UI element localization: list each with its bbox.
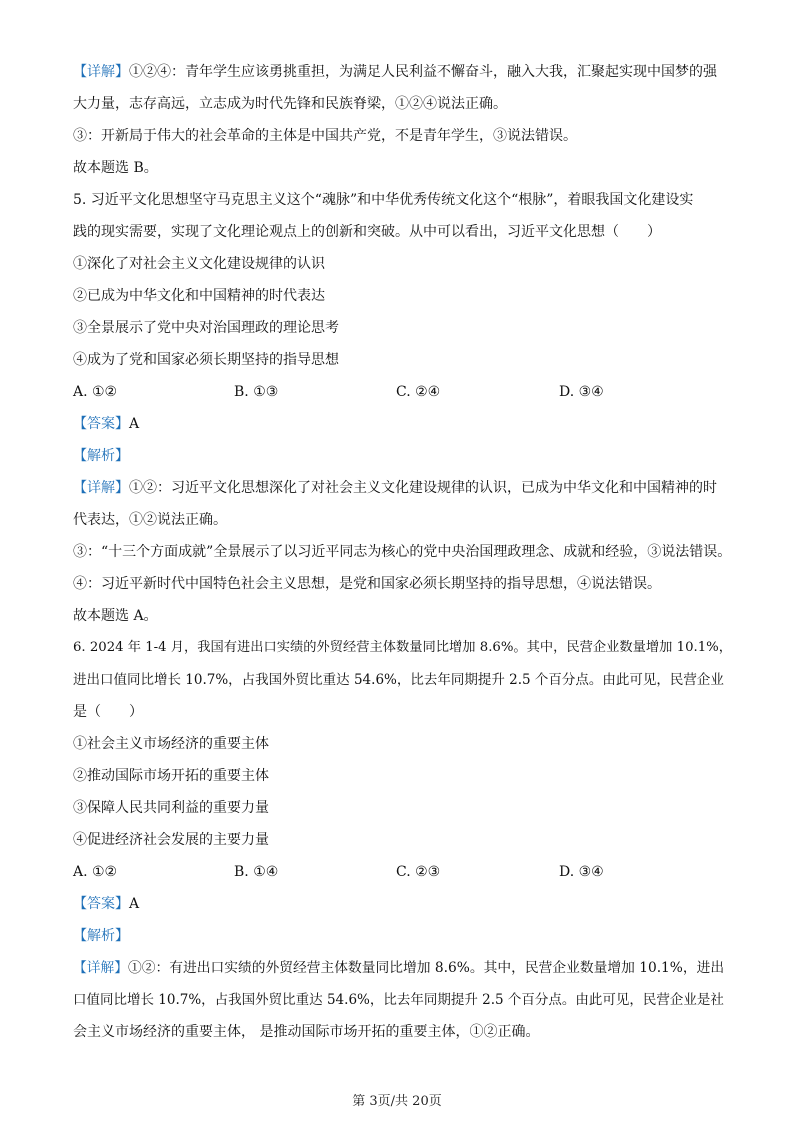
q5-statement-1: ①深化了对社会主义文化建设规律的认识 <box>73 256 325 272</box>
q5-option-c: C. ②④ <box>396 384 441 400</box>
q6-option-a: A. ①② <box>73 864 118 880</box>
q5-detail-label: 【详解】 <box>73 480 129 496</box>
q6-statement-2: ②推动国际市场开拓的重要主体 <box>73 768 269 784</box>
q5-conclusion: 故本题选 A。 <box>73 608 158 624</box>
q5-detail-line-1: 【详解】①②：习近平文化思想深化了对社会主义文化建设规律的认识，已成为中华文化和中国精神的时 <box>73 480 717 496</box>
q6-analysis-label: 【解析】 <box>73 928 129 944</box>
q6-option-b: B. ①④ <box>234 864 279 880</box>
q4-detail-line-3: ③：开新局于伟大的社会革命的主体是中国共产党，不是青年学生，③说法错误。 <box>73 128 577 144</box>
q5-answer-label: 【答案】 <box>73 416 129 432</box>
q5-statement-4: ④成为了党和国家必须长期坚持的指导思想 <box>73 352 339 368</box>
q6-detail-line-1: 【详解】①②：有进出口实绩的外贸经营主体数量同比增加 8.6%。其中，民营企业数量增加 10.1%，进出 <box>73 960 725 976</box>
q5-statement-2: ②已成为中华文化和中国精神的时代表达 <box>73 288 325 304</box>
q5-detail-line-3: ③：“十三个方面成就”全景展示了以习近平同志为核心的党中央治国理政理念、成就和经验，③说法错误。 <box>73 544 732 560</box>
q5-option-b: B. ①③ <box>234 384 279 400</box>
q6-answer-label: 【答案】 <box>73 896 129 912</box>
q6-stem-line-3: 是（ ） <box>73 704 143 720</box>
q5-analysis-label: 【解析】 <box>73 448 129 464</box>
q4-detail-line-2: 大力量，志存高远，立志成为时代先锋和民族脊梁，①②④说法正确。 <box>73 96 507 112</box>
q6-stem-line-1: 6. 2024 年 1-4 月，我国有进出口实绩的外贸经营主体数量同比增加 8.6%。其中，民营企业数量增加 10.1%， <box>73 640 732 655</box>
q5-option-a: A. ①② <box>73 384 118 400</box>
q5-options <box>73 382 733 402</box>
q5-option-d: D. ③④ <box>559 384 604 400</box>
q6-statement-3: ③保障人民共同利益的重要力量 <box>73 800 269 816</box>
q6-answer-value: A <box>129 896 140 912</box>
q6-options <box>73 862 733 882</box>
q6-option-d: D. ③④ <box>559 864 604 880</box>
q5-answer <box>73 414 733 434</box>
q6-statement-4: ④促进经济社会发展的主要力量 <box>73 832 269 848</box>
q5-statement-3: ③全景展示了党中央对治国理政的理论思考 <box>73 320 339 336</box>
q4-conclusion: 故本题选 B。 <box>73 160 158 176</box>
q6-detail-label: 【详解】 <box>73 960 129 976</box>
q6-detail-line-2: 口值同比增长 10.7%，占我国外贸比重达 54.6%，比去年同期提升 2.5 个百分点。由此可见，民营企业是社 <box>73 992 724 1008</box>
q6-detail-line-3: 会主义市场经济的重要主体， 是推动国际市场开拓的重要主体，①②正确。 <box>73 1024 540 1040</box>
q4-detail-line-1: 【详解】①②④：青年学生应该勇挑重担，为满足人民利益不懈奋斗，融入大我，汇聚起实现中国梦的强 <box>73 64 717 80</box>
q5-detail-line-4: ④：习近平新时代中国特色社会主义思想，是党和国家必须长期坚持的指导思想，④说法错误。 <box>73 576 661 592</box>
q6-answer <box>73 894 733 914</box>
q5-stem-line-1: 5. 习近平文化思想坚守马克思主义这个“魂脉”和中华优秀传统文化这个“根脉”，着眼我国文化建设实 <box>73 192 694 208</box>
page-footer: 第 3页/共 20页 <box>352 1094 442 1109</box>
q5-detail-line-2: 代表达，①②说法正确。 <box>73 512 227 528</box>
q5-stem-line-2: 践的现实需要，实现了文化理论观点上的创新和突破。从中可以看出，习近平文化思想（ ） <box>73 224 661 240</box>
q6-statement-1: ①社会主义市场经济的重要主体 <box>73 736 269 752</box>
q6-stem-line-2: 进出口值同比增长 10.7%，占我国外贸比重达 54.6%，比去年同期提升 2.5 个百分点。由此可见，民营企业 <box>73 672 724 688</box>
q6-option-c: C. ②③ <box>396 864 441 880</box>
q5-answer-value: A <box>129 416 140 432</box>
q4-detail-label: 【详解】 <box>73 64 129 80</box>
